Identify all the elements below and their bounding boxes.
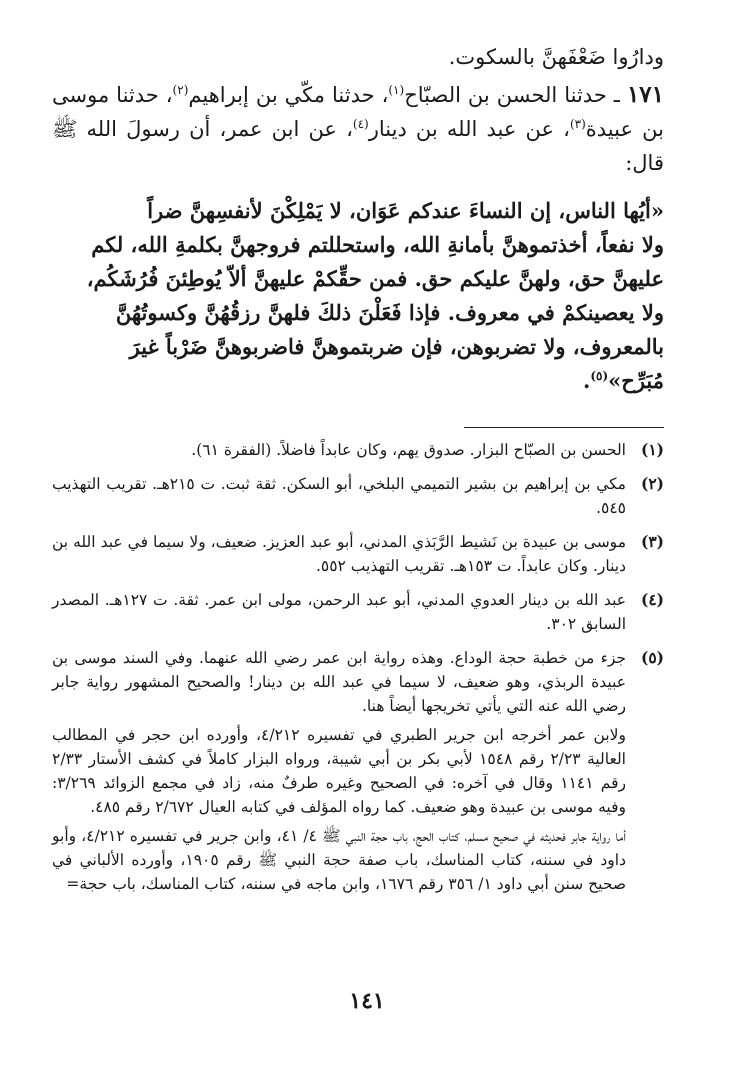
footnote-5 [52,646,664,901]
footnote-number: (٥) [640,648,664,667]
footnote-ref-4[interactable]: (٤) [352,117,369,131]
footnote-paragraph: ولابن عمر أخرجه ابن جرير الطبري في تفسيره ٤/٢١٢، وأورده ابن حجر في المطالب العالية ٢/٢٣ رقم ١٥٤٨ لأبي بكر بن أبي شيبة، ورواه البزار كاملاً في كشف الأستار ٢/٣٣ رقم ١١٤١ وقال في آخره: في الصحيح وغيره طرفٌ منه، زاد في مجمع الزوائد ٣/٢٦٩: وفيه موسى بن عبيدة وهو ضعيف. كما رواه المؤلف في كتابه العيال ٢/٦٧٢ رقم ٤٨٥. [52,726,626,816]
hadith-line-3: عليهنَّ حق، ولهنَّ عليكم حق. فمن حقِّكمْ عليهنَّ ألاّ يُوطِئنَ فُرُشَكُم، [86,266,664,291]
hadith-isnad [52,78,664,180]
footnote-paragraph: جزء من خطبة حجة الوداع. وهذه رواية ابن عمر رضي الله عنهما. وفي السند موسى بن عبيدة الربذي، وهو ضعيف، لا سيما في عبد الله بن دينار! والصحيح المشهور رواية جابر رضي الله عنه التي يأتي تخريجها أيضاً هنا. [52,649,626,715]
hadith-line-4: ولا يعصينكمْ في معروف. فإذا فَعَلْنَ ذلكَ فلهنَّ رزقُهُنَّ وكسوتُهُنَّ [115,300,664,325]
footnote-paragraph: عبد الله بن دينار العدوي المدني، أبو عبد الرحمن، مولى ابن عمر. ثقة. ت ١٢٧هـ. المصدر السابق ٣٠٢. [52,591,626,633]
footnote-body [52,472,626,525]
footnotes [52,438,664,906]
footnote-4 [52,588,664,641]
footnote-paragraph: مكي بن إبراهيم بن بشير التميمي البلخي، أبو السكن. ثقة ثبت. ت ٢١٥هـ. تقريب التهذيب ٥٤٥. [52,475,626,517]
footnote-number: (١) [640,440,664,459]
intro-line: ودارُوا ضَعْفَهنَّ بالسكوت. [448,45,664,69]
footnote-ref-2[interactable]: (٢) [172,83,189,97]
hadith-line-1: «أيُها الناس، إن النساءَ عندكم عَوَان، لا يَمْلِكْنَ لأنفسِهنَّ ضراً [147,198,664,223]
footnote-body [52,646,626,901]
footnote-number: (٤) [640,590,664,609]
footnote-1 [52,438,664,467]
hadith-line-6 [52,364,664,398]
footnote-paragraph: موسى بن عبيدة بن نَشيط الرَّبَذي المدني، أبو عبد العزيز. ضعيف، ولا سيما في عبد الله بن دينار. وكان عابداً. ت ١٥٣هـ. تقريب التهذيب ٥٥٢. [52,533,626,575]
footnote-ref-3[interactable]: (٣) [569,117,586,131]
hadith-line-6-text: مُبَرِّح» [608,368,664,393]
hadith-text [52,194,664,398]
hadith-line-2: ولا نفعاً، أخذتموهنَّ بأمانةِ الله، واستحللتم فروجهنَّ بكلمةِ الله، لكم [91,232,664,257]
footnote-3 [52,530,664,583]
footnote-number: (٣) [640,532,664,551]
footnote-body [52,530,626,583]
footnote-2 [52,472,664,525]
isnad-part-5: ، عن ابن عمر، أن رسولَ الله ﷺ قال: [52,117,664,175]
footnote-paragraph: الحسن بن الصبّاح البزار. صدوق يهم، وكان عابداً فاضلاً. (الفقرة ٦١). [191,441,626,459]
page-number: ١٤١ [349,988,385,1014]
footnote-body [52,588,626,641]
footnote-ref-1[interactable]: (١) [388,83,405,97]
footnote-separator [464,427,664,428]
isnad-part-3: ، حدثنا موسى بن عبيدة [52,83,664,141]
isnad-part-1: ـ حدثنا الحسن بن الصبّاح [404,83,627,107]
isnad-part-2: ، حدثنا مكّي بن إبراهيم [188,83,389,107]
isnad-part-4: ، عن عبد الله بن دينار [368,117,570,141]
footnote-paragraph: أما رواية جابر فحديثه في صحيح مسلم، كتاب الحج، باب حجة النبي ﷺ ٤/ ٤١، وابن جرير في تفسيره ٤/٢١٢، وأبو داود في سننه، كتاب المناسك، باب صفة حجة النبي ﷺ رقم ١٩٠٥، وأورده الألباني في صحيح سنن أبي داود ١/ ٣٥٦ رقم ١٦٧٦، وابن ماجه في سننه، كتاب المناسك، باب حجة= [52,827,626,893]
footnote-number: (٢) [640,474,664,493]
hadith-number: ١٧١ [626,81,664,108]
hadith-line-5: بالمعروف، ولا تضربوهن، فإن ضربتموهنَّ فاضربوهنَّ ضَرْباً غيرَ [129,334,664,359]
hadith-end-mark: . [583,368,591,393]
footnote-body [52,438,626,467]
footnote-ref-5[interactable]: (٥) [590,369,609,383]
